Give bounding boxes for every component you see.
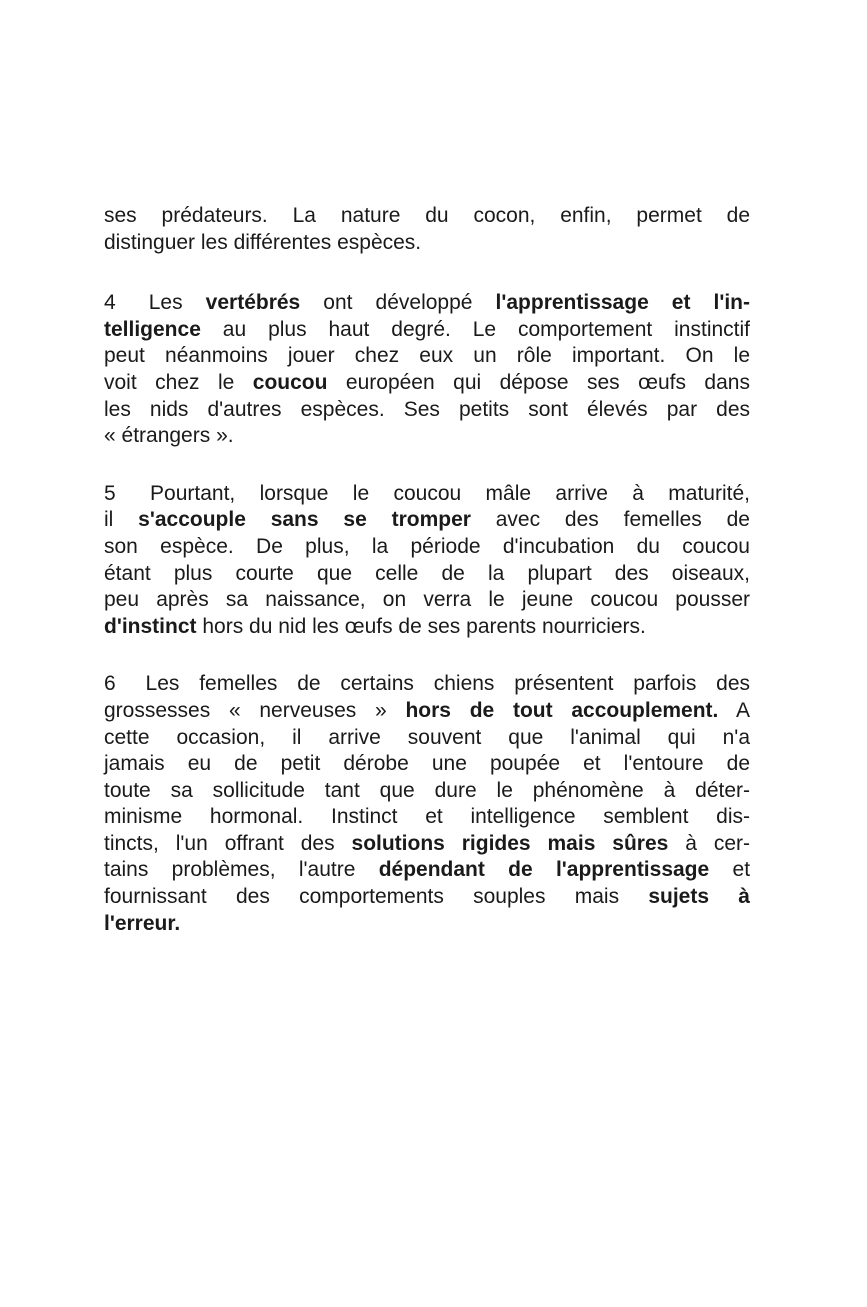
paragraph-4 — [104, 290, 750, 450]
text-line: jamais eu de petit dérobe une poupée et l'entoure de — [104, 752, 750, 776]
text-line: peut néanmoins jouer chez eux un rôle important. On le — [104, 344, 750, 368]
text-run: Pourtant, lorsque le coucou mâle arrive à maturité, — [150, 481, 750, 505]
text-line: ses prédateurs. La nature du cocon, enfin, permet de — [104, 204, 750, 227]
text-run: avec des femelles de — [495, 508, 750, 532]
bold-term: s'accouple sans se tromper — [138, 508, 471, 532]
bold-term: d'instinct — [104, 614, 197, 638]
text-run: à cer- — [685, 831, 750, 855]
bold-term: solutions rigides mais sûres — [351, 831, 669, 855]
text-run: hors du nid les œufs de ses parents nourriciers. — [202, 614, 646, 638]
text-run: A — [735, 698, 750, 722]
text-line — [104, 290, 750, 317]
bold-term: telligence — [104, 317, 201, 341]
text-line: cette occasion, il arrive souvent que l'animal qui n'a — [104, 725, 750, 749]
text-run: et — [732, 858, 751, 882]
paragraph-number: 4 — [104, 291, 116, 315]
text-run: voit chez le — [104, 370, 235, 394]
text-line — [104, 317, 750, 344]
text-run: européen qui dépose ses œufs dans — [345, 370, 750, 394]
text-line: l'erreur. — [104, 911, 181, 935]
text-run: tains problèmes, l'autre — [104, 858, 356, 882]
text-line: les nids d'autres espèces. Ses petits sont élevés par des — [104, 397, 750, 421]
text-run: Les — [148, 291, 183, 315]
text-run: Les femelles de certains chiens présentent parfois des — [145, 672, 750, 696]
text-line — [104, 370, 750, 397]
paragraph-number: 6 — [104, 672, 116, 696]
text-run: grossesses « nerveuses » — [104, 698, 387, 722]
paragraph-5 — [104, 481, 750, 641]
bold-term: coucou — [252, 370, 328, 394]
text-line: distinguer les différentes espèces. — [104, 230, 422, 254]
bold-term: dépendant de l'apprentissage — [378, 858, 710, 882]
bold-term: hors de tout accouplement. — [405, 698, 719, 722]
book-page — [104, 203, 750, 968]
text-line: peu après sa naissance, on verra le jeune coucou pousser — [104, 588, 750, 612]
bold-term: sujets à — [648, 885, 750, 909]
bold-term: vertébrés — [205, 291, 301, 315]
paragraph-number: 5 — [104, 481, 116, 505]
text-line — [104, 698, 750, 725]
text-line: étant plus courte que celle de la plupart des oiseaux, — [104, 561, 750, 585]
text-line — [104, 507, 750, 534]
bold-term: l'apprentissage et l'in- — [495, 291, 751, 315]
text-line — [104, 671, 750, 698]
text-line — [104, 831, 750, 858]
paragraph-intro — [104, 203, 750, 256]
text-run: il — [104, 508, 114, 532]
paragraph-6 — [104, 671, 750, 937]
text-line: « étrangers ». — [104, 424, 234, 448]
text-run: au plus haut degré. Le comportement instinctif — [222, 317, 750, 341]
text-line — [104, 884, 750, 911]
text-run: ont développé — [323, 291, 473, 315]
text-line — [104, 614, 750, 641]
text-run: fournissant des comportements souples mais — [104, 885, 620, 909]
text-line: toute sa sollicitude tant que dure le phénomène à déter- — [104, 778, 750, 802]
text-line: minisme hormonal. Instinct et intelligence semblent dis- — [104, 805, 750, 829]
text-line: son espèce. De plus, la période d'incubation du coucou — [104, 534, 750, 558]
text-run: tincts, l'un offrant des — [104, 831, 335, 855]
text-line — [104, 857, 750, 884]
text-line — [104, 481, 750, 508]
